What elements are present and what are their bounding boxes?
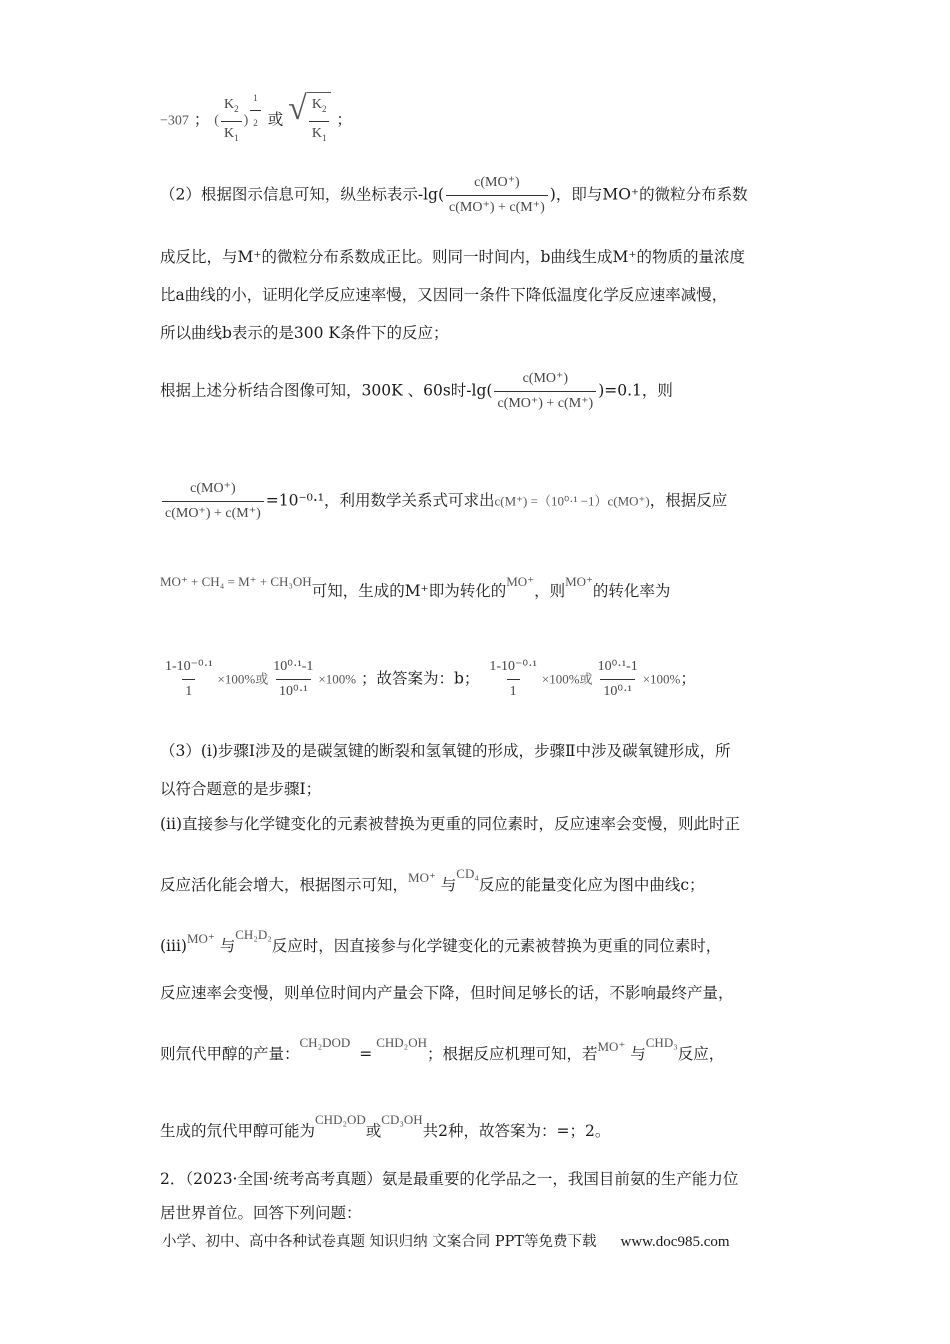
line-1: −307 ； ( $K_2$ $K_1$ ) 1 2 或 √ $\frac{K_2}{K_1}$ ； bbox=[160, 92, 352, 149]
mo-fraction: $\frac{c(MO^+)}{c(MO^+) + c(M^+)}$ bbox=[446, 172, 548, 219]
line-16: 则氘代甲醇的产量：$^{CH_2DOD}$ =$^{CHD_2OH}$；根据反应机理可知，若$^{MO^+}$ 与$^{CHD_3}$反应， bbox=[160, 1035, 725, 1063]
line-14: (iii)$^{MO^+}$ 与$^{CH_2D_2}$反应时，因直接参与化学键变化的元素被替换为更重的同位素时， bbox=[160, 927, 722, 955]
or-text: 或 bbox=[267, 110, 284, 129]
line-3: 成反比，与M⁺的微粒分布系数成正比。则同一时间内，b曲线生成M⁺的物质的量浓度 bbox=[160, 248, 746, 266]
conversion-fraction-2: $\frac{\text{10⁰·¹-1}}{\text{10⁰·¹}}$ bbox=[270, 656, 316, 703]
line-9: $\frac{\text{1-10⁻⁰·¹}}{1}$ ×100%或 $\frac{\text{10⁰·¹-1}}{\text{10⁰·¹}}$ ×100% ；故答案为：b； $\frac{\text{1-10⁻⁰·¹}}{1}$ ×100%或 $\frac{\text{10⁰·¹-1}}{\text{10⁰·¹}}$ ×100%； bbox=[160, 656, 696, 703]
page-footer bbox=[162, 1230, 730, 1251]
line-6: 根据上述分析结合图像可知，300K 、60s时-lg( $\frac{c(MO^+)}{c(MO^+) + c(M^+)}$ )=0.1，则 bbox=[160, 368, 673, 415]
conversion-fraction-1: $\frac{\text{1-10⁻⁰·¹}}{1}$ bbox=[162, 656, 216, 703]
m-expression: c(M⁺) =（10⁰·¹ −1）c(MO⁺) bbox=[494, 493, 650, 509]
footer-text: 小学、初中、高中各种试卷真题 知识归纳 文案合同 PPT等免费下载 bbox=[162, 1234, 597, 1250]
mo-fraction: $\frac{c(MO^+)}{c(MO^+) + c(M^+)}$ bbox=[162, 478, 264, 525]
line-7: $\frac{c(MO^+)}{c(MO^+) + c(M^+)}$ =10⁻⁰·¹，利用数学关系式可求出c(M⁺) =（10⁰·¹ −1）c(MO⁺)，根据反应 bbox=[160, 478, 727, 525]
line-12: (ii)直接参与化学键变化的元素被替换为更重的同位素时，反应速率会变慢，则此时正 bbox=[160, 815, 741, 833]
line-8: $^{MO^+ + CH_4 = M^+ + CH_3OH}$可知，生成的M⁺即为转化的$^{MO^+}$，则$^{MO^+}$的转化率为 bbox=[160, 574, 671, 600]
conversion-fraction-2: $\frac{\text{10⁰·¹-1}}{\text{10⁰·¹}}$ bbox=[595, 656, 641, 703]
mo-fraction: $\frac{c(MO^+)}{c(MO^+) + c(M^+)}$ bbox=[494, 368, 596, 415]
line-11: 以符合题意的是步骤Ⅰ； bbox=[160, 780, 322, 798]
value-307: −307 bbox=[160, 113, 189, 129]
sep: ； bbox=[193, 110, 210, 129]
answer-b: ；故答案为：b； bbox=[360, 669, 480, 688]
line-19: 居世界首位。回答下列问题： bbox=[160, 1204, 362, 1222]
line-18: 2．（2023·全国·统考高考真题）氨是最重要的化学品之一，我国目前氨的生产能力位 bbox=[160, 1170, 739, 1188]
line-13: 反应活化能会增大，根据图示可知，$^{MO^+}$ 与$^{CD_4}$反应的能量变化应为图中曲线c； bbox=[160, 866, 705, 894]
k-ratio-sqrt: √ $\frac{K_2}{K_1}$ bbox=[288, 92, 331, 149]
line-17: 生成的氘代甲醇可能为$^{CHD_2OD}$或$^{CD_3OH}$共2种，故答案为：=；2。 bbox=[160, 1112, 611, 1140]
line-15: 反应速率会变慢，则单位时间内产量会下降，但时间足够长的话，不影响最终产量， bbox=[160, 984, 734, 1002]
conversion-fraction-1: $\frac{\text{1-10⁻⁰·¹}}{1}$ bbox=[486, 656, 540, 703]
line-10: （3）(i)步骤Ⅰ涉及的是碳氢键的断裂和氢氧键的形成，步骤Ⅱ中涉及碳氧键形成，所 bbox=[160, 742, 731, 760]
line-5: 所以曲线b表示的是300 K条件下的反应； bbox=[160, 324, 449, 342]
line-4: 比a曲线的小，证明化学反应速率慢，又因同一条件下降低温度化学反应速率减慢， bbox=[160, 286, 728, 304]
reaction-equation: MO⁺ + CH₄ = M⁺ + CH₃OH bbox=[160, 574, 312, 589]
line-2: （2）根据图示信息可知，纵坐标表示-lg( $\frac{c(MO^+)}{c(MO^+) + c(M^+)}$ )，即与MO⁺的微粒分布系数 bbox=[160, 172, 748, 219]
footer-link[interactable]: www.doc985.com bbox=[620, 1234, 730, 1250]
k-ratio-power: ( $K_2$ $K_1$ ) 1 2 bbox=[214, 94, 262, 149]
